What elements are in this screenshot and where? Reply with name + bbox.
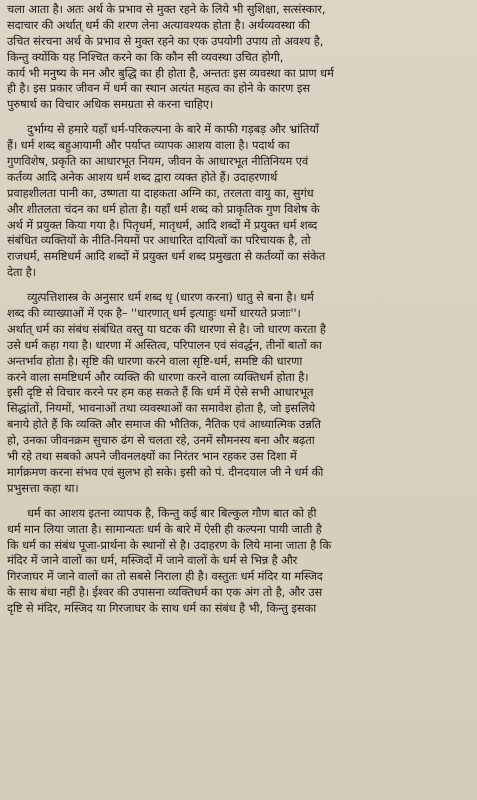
text-line: भी रहे तथा सबको अपने जीवनलक्ष्यों का निरंतर भान रहकर उस दिशा में	[7, 449, 297, 464]
text-line: उचित संरचना अर्थ के प्रभाव से मुक्त रहने का एक उपयोगी उपाय तो अवश्य है,	[7, 33, 324, 48]
text-line: इसी दृष्टि से विचार करने पर हम कह सकते हैं कि धर्म में ऐसे सभी आधारभूत	[7, 385, 314, 400]
text-line: मंदिर में जाने वालों का धर्म, मस्जिदों में जाने वालों के धर्म से भिन्न है और	[7, 553, 298, 568]
text-line: किन्तु क्योंकि यह निश्चित करने का कि कौन सी व्यवस्था उचित होगी,	[7, 49, 284, 64]
paragraph-1	[7, 2, 473, 113]
paragraph-4	[7, 506, 473, 617]
text-line: शब्द की व्याख्याओं में एक है– ''धारणात् धर्म इत्याहुः धर्मो धारयते प्रजाः''।	[7, 306, 301, 321]
text-line: गुणविशेष, प्रकृति का आधारभूत नियम, जीवन के आधारभूत नीतिनियम एवं	[7, 154, 309, 169]
text-line: प्रवाहशीलता पानी का, उष्णता या दाहकता अग्नि का, तरलता वायु का, सुगंध	[7, 185, 314, 200]
text-line: अर्थ में प्रयुक्त किया गया है। पितृधर्म, मातृधर्म, आदि शब्दों में प्रयुक्त धर्म शब्द	[7, 217, 318, 232]
text-line: और शीतलता चंदन का धर्म होता है। यहाँ धर्म शब्द को प्राकृतिक गुण विशेष के	[7, 201, 320, 216]
text-line: दुर्भाग्य से हमारे यहाँ धर्म-परिकल्पना के बारे में काफी गड़बड़ और भ्रांतियाँ	[27, 122, 319, 137]
text-line: कार्य भी मनुष्य के मन और बुद्धि का ही होता है, अन्ततः इस व्यवस्था का प्राण धर्म	[7, 65, 334, 80]
paragraph-2	[7, 122, 473, 281]
text-line: हो, उनका जीवनक्रम सुचारु ढंग से चलता रहे, उनमें सौमनस्य बना और बढ़ता	[7, 433, 315, 448]
text-line: सिद्धांतों, नियमों, भावनाओं तथा व्यवस्थाओं का समावेश होता है, जो इसलिये	[7, 401, 316, 416]
text-line: अन्तर्भाव होता है। सृष्टि की धारणा करने वाला सृष्टि-धर्म, समष्टि की धारणा	[7, 353, 303, 368]
text-line: ही है। इस प्रकार जीवन में धर्म का स्थान अत्यंत महत्व का होने के कारण इस	[7, 81, 310, 96]
paragraph-3	[7, 290, 473, 497]
text-line: संबंधित व्यक्तियों के नीति-नियमों पर आधारित दायित्वों का परिचायक है, तो	[7, 233, 311, 248]
text-line: सदाचार की अर्थात् धर्म की शरण लेना अत्यावश्यक होता है। अर्थव्यवस्था की	[7, 17, 310, 32]
text-line: कर्तव्य आदि अनेक आशय धर्म शब्द द्वारा व्यक्त होते हैं। उदाहरणार्थ	[7, 169, 278, 184]
text-line: मार्गक्रमण करना संभव एवं सुलभ हो सके। इसी को पं. दीनदयाल जी ने धर्म की	[7, 464, 324, 479]
text-line: व्युत्पत्तिशास्त्र के अनुसार धर्म शब्द धृ (धारण करना) धातु से बना है। धर्म	[27, 290, 314, 305]
text-line: हैं। धर्म शब्द बहुआयामी और पर्याप्त व्यापक आशय वाला है। पदार्थ का	[7, 138, 290, 153]
text-line: उसे धर्म कहा गया है। धारणा में अस्तित्व, परिपालन एवं संवर्द्धन, तीनों बातों का	[7, 337, 322, 352]
text-line: अर्थात् धर्म का संबंध संबंधित वस्तु या घटक की धारणा से है। जो धारण करता है	[7, 321, 326, 336]
text-line: धर्म का आशय इतना व्यापक है, किन्तु कई बार बिल्कुल गौण बात को ही	[27, 505, 317, 520]
text-line: कि धर्म का संबंध पूजा-प्रार्थना के स्थानों से है। उदाहरण के लिये माना जाता है कि	[7, 537, 332, 552]
text-line: पुरुषार्थ का विचार अधिक समग्रता से करना चाहिए।	[7, 97, 214, 112]
text-line: गिरजाघर में जाने वालों का तो सबसे निराला ही है। वस्तुतः धर्म मंदिर या मस्जिद	[7, 569, 323, 584]
text-line: करने वाला समष्टिधर्म और व्यक्ति की धारणा करने वाला व्यक्तिधर्म होता है।	[7, 369, 309, 384]
text-line: धर्म मान लिया जाता है। सामान्यतः धर्म के बारे में ऐसी ही कल्पना पायी जाती है	[7, 521, 322, 536]
text-line: के साथ बंधा नहीं है। ईश्वर की उपासना व्यक्तिधर्म का एक अंग तो है, और उस	[7, 585, 323, 600]
text-line: बनाये होते हैं कि व्यक्ति और समाज की भौतिक, नैतिक एवं आध्यात्मिक उन्नति	[7, 417, 321, 432]
text-line: प्रभुसत्ता कहा था।	[7, 480, 79, 495]
text-line: चला आता है। अतः अर्थ के प्रभाव से मुक्त रहने के लिये भी सुशिक्षा, सत्संस्कार,	[7, 2, 326, 16]
text-line: देता है।	[7, 265, 36, 280]
text-line: राजधर्म, समष्टिधर्म आदि शब्दों में प्रयुक्त धर्म शब्द प्रमुखता से कर्तव्यों का संकेत	[7, 249, 326, 264]
text-line: दृष्टि से मंदिर, मस्जिद या गिरजाघर के साथ धर्म का संबंध है भी, किन्तु इसका	[7, 601, 317, 616]
